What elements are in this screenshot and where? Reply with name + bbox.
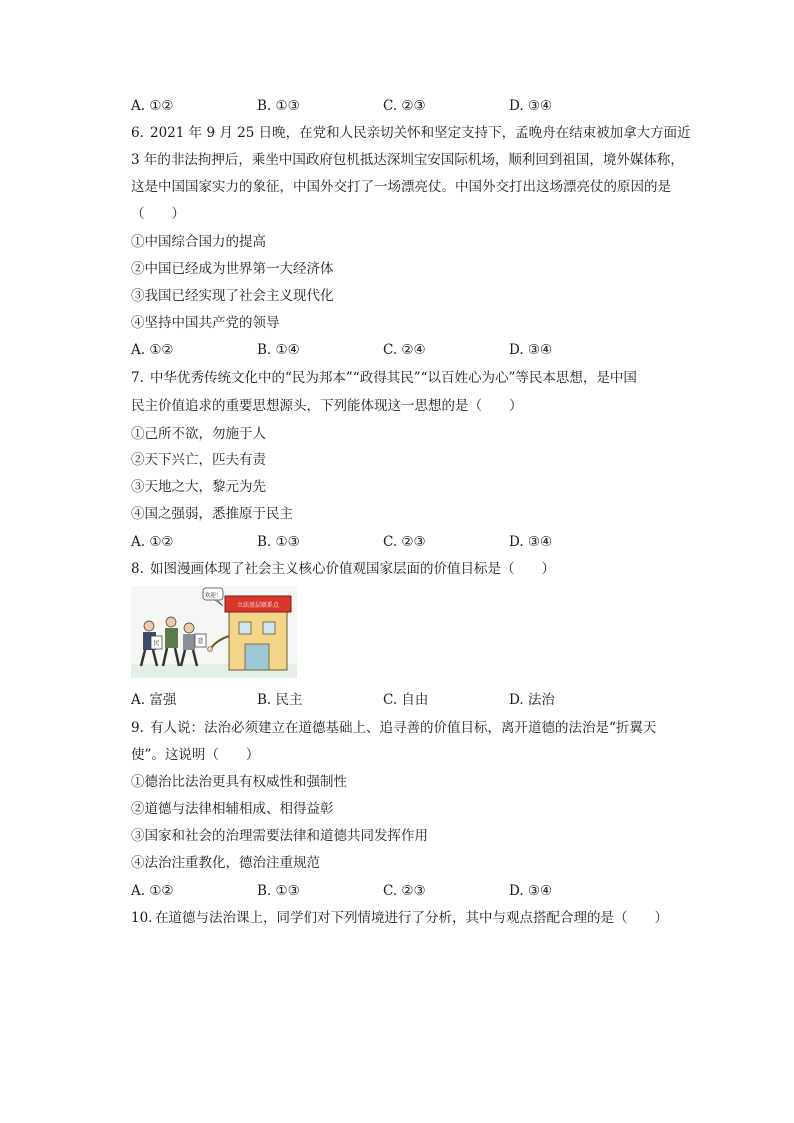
q9-options — [131, 882, 691, 900]
q7-stem-text-1: 中华优秀传统文化中的“民为邦本”“政得其民”“以百姓心为心”等民本思想，是中国 — [150, 370, 637, 386]
q5-options — [131, 97, 691, 115]
q6-option-b[interactable]: B. ①④ — [257, 342, 300, 358]
q6-answer-blank: （ ） — [131, 206, 185, 222]
q8-option-c[interactable]: C. 自由 — [383, 692, 429, 708]
q7-options — [131, 533, 691, 551]
cartoon-paper-1-text: 民 — [153, 640, 160, 647]
q6-item-4: ④坚持中国共产党的领导 — [131, 315, 280, 331]
q9-item-4: ④法治注重教化，德治注重规范 — [131, 855, 320, 871]
q6-stem-line-3: 这是中国国家实力的象征，中国外交打了一场漂亮仗。中国外交打出这场漂亮仗的原因的是 — [131, 179, 671, 195]
cartoon-paper-2-text: 意 — [197, 638, 204, 645]
cartoon-sign-text: 立法基层联系点 — [236, 602, 280, 609]
q7-item-4: ④国之强弱，悉推原于民主 — [131, 506, 293, 522]
q9-option-c[interactable]: C. ②③ — [383, 883, 426, 899]
q8-option-b[interactable]: B. 民主 — [257, 692, 303, 708]
q9-stem-line-2: 使”。这说明（ ） — [131, 747, 260, 763]
q5-option-a[interactable]: A. ①② — [131, 98, 174, 114]
q5-option-c[interactable]: C. ②③ — [383, 98, 426, 114]
q8-option-d[interactable]: D. 法治 — [509, 692, 555, 708]
q7-item-3: ③天地之大，黎元为先 — [131, 479, 266, 495]
q6-stem-text-1: 2021 年 9 月 25 日晚，在党和人民亲切关怀和坚定支持下，孟晚舟在结束被加拿大方面近 — [150, 125, 691, 141]
q6-option-a[interactable]: A. ①② — [131, 342, 174, 358]
q7-number: 7. — [131, 370, 144, 386]
cartoon-speech-text: 欢迎！ — [204, 593, 222, 599]
q6-option-d[interactable]: D. ③④ — [509, 342, 553, 358]
q6-item-2: ②中国已经成为世界第一大经济体 — [131, 261, 334, 277]
q7-option-b[interactable]: B. ①③ — [257, 534, 300, 550]
q7-stem-line-1 — [131, 369, 637, 387]
q7-option-c[interactable]: C. ②③ — [383, 534, 426, 550]
q6-item-3: ③我国已经实现了社会主义现代化 — [131, 288, 334, 304]
q6-number: 6. — [131, 125, 144, 141]
q9-option-b[interactable]: B. ①③ — [257, 883, 300, 899]
q10-stem-line-1 — [131, 909, 668, 927]
q8-cartoon-image — [131, 586, 297, 678]
q7-option-a[interactable]: A. ①② — [131, 534, 174, 550]
q10-stem-text-1: 在道德与法治课上，同学们对下列情境进行了分析，其中与观点搭配合理的是（ ） — [155, 910, 668, 926]
q9-option-a[interactable]: A. ①② — [131, 883, 174, 899]
q7-stem-line-2: 民主价值追求的重要思想源头，下列能体现这一思想的是（ ） — [131, 398, 523, 414]
q7-item-1: ①己所不欲，勿施于人 — [131, 426, 266, 442]
q8-options — [131, 691, 691, 709]
q6-option-c[interactable]: C. ②④ — [383, 342, 426, 358]
q8-number: 8. — [131, 561, 144, 577]
q8-stem-line-1 — [131, 560, 555, 578]
q7-option-d[interactable]: D. ③④ — [509, 534, 553, 550]
q5-option-b[interactable]: B. ①③ — [257, 98, 300, 114]
q9-number: 9. — [131, 720, 144, 736]
q7-item-2: ②天下兴亡，匹夫有责 — [131, 452, 266, 468]
q6-stem-line-2: 3 年的非法拘押后，乘坐中国政府包机抵达深圳宝安国际机场，顺利回到祖国，境外媒体称， — [131, 152, 684, 168]
q10-number: 10. — [131, 910, 153, 926]
q9-stem-text-1: 有人说：法治必须建立在道德基础上、追寻善的价值目标，离开道德的法治是“折翼天 — [150, 720, 657, 736]
q9-item-3: ③国家和社会的治理需要法律和道德共同发挥作用 — [131, 828, 428, 844]
q9-stem-line-1 — [131, 719, 656, 737]
q6-options — [131, 341, 691, 359]
q9-option-d[interactable]: D. ③④ — [509, 883, 553, 899]
q9-item-1: ①德治比法治更具有权威性和强制性 — [131, 774, 347, 790]
q8-stem-text-1: 如图漫画体现了社会主义核心价值观国家层面的价值目标是（ ） — [150, 561, 555, 577]
q9-item-2: ②道德与法律相辅相成、相得益彰 — [131, 801, 334, 817]
q6-stem-line-1 — [131, 124, 691, 142]
q8-option-a[interactable]: A. 富强 — [131, 692, 177, 708]
q5-option-d[interactable]: D. ③④ — [509, 98, 553, 114]
q6-item-1: ①中国综合国力的提高 — [131, 234, 266, 250]
